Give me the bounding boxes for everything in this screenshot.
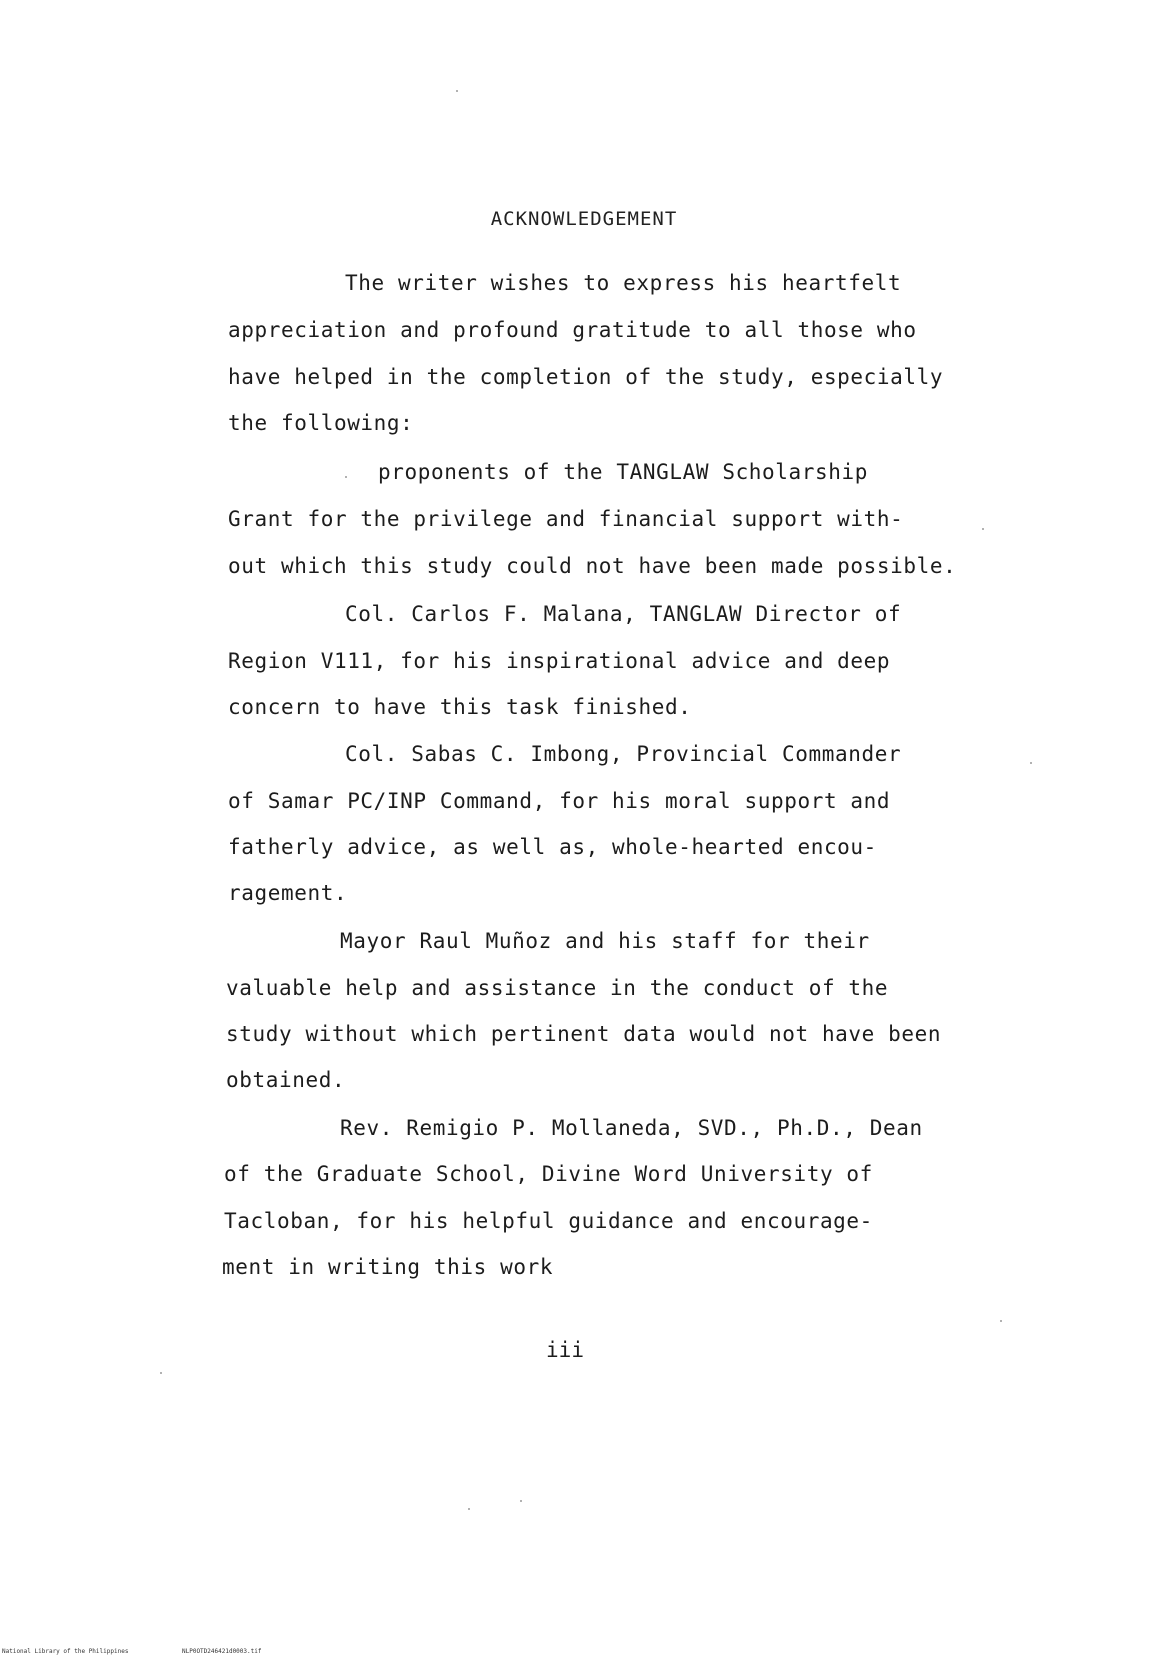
text-line: Rev. Remigio P. Mollaneda, SVD., Ph.D., Dean: [340, 1116, 923, 1140]
scan-speck: [160, 1372, 162, 1374]
text-line: ment in writing this work: [222, 1255, 554, 1279]
text-line: proponents of the TANGLAW Scholarship: [378, 460, 868, 484]
text-line: valuable help and assistance in the conduct of the: [226, 976, 889, 1000]
text-line: study without which pertinent data would not have been: [226, 1022, 942, 1046]
text-line: concern to have this task finished.: [228, 695, 692, 719]
scan-speck: [1000, 1320, 1002, 1322]
text-line: Col. Sabas C. Imbong, Provincial Commander: [345, 742, 902, 766]
text-line: Col. Carlos F. Malana, TANGLAW Director of: [345, 602, 902, 626]
footer-file-name: NLP0OTD246421d0003.tif: [182, 1648, 262, 1655]
footer-library-credit: National Library of the Philippines: [2, 1648, 129, 1655]
scan-speck: [468, 1508, 470, 1510]
page-number: iii: [546, 1338, 584, 1362]
text-line: have helped in the completion of the study, especially: [228, 365, 944, 389]
text-line: out which this study could not have been made possible.: [228, 554, 957, 578]
scan-speck: [1030, 762, 1032, 764]
text-line: the following:: [228, 411, 414, 435]
text-line: The writer wishes to express his heartfelt: [345, 271, 902, 295]
text-line: Tacloban, for his helpful guidance and encourage-: [224, 1209, 873, 1233]
text-line: Mayor Raul Muñoz and his staff for their: [340, 929, 870, 953]
text-line: obtained.: [226, 1068, 346, 1092]
page-title: ACKNOWLEDGEMENT: [490, 208, 678, 230]
text-line: ragement.: [228, 881, 348, 905]
scan-speck: [520, 1500, 522, 1502]
text-line: of Samar PC/INP Command, for his moral support and: [228, 789, 891, 813]
scan-speck: [982, 528, 984, 530]
text-line: fatherly advice, as well as, whole-hearted encou-: [228, 835, 877, 859]
text-line: appreciation and profound gratitude to all those who: [228, 318, 917, 342]
text-line: Grant for the privilege and financial support with-: [228, 507, 904, 531]
text-line: Region V111, for his inspirational advice and deep: [228, 649, 891, 673]
scan-speck: [456, 90, 458, 92]
text-line: of the Graduate School, Divine Word University of: [224, 1162, 873, 1186]
scan-speck: [345, 476, 347, 478]
